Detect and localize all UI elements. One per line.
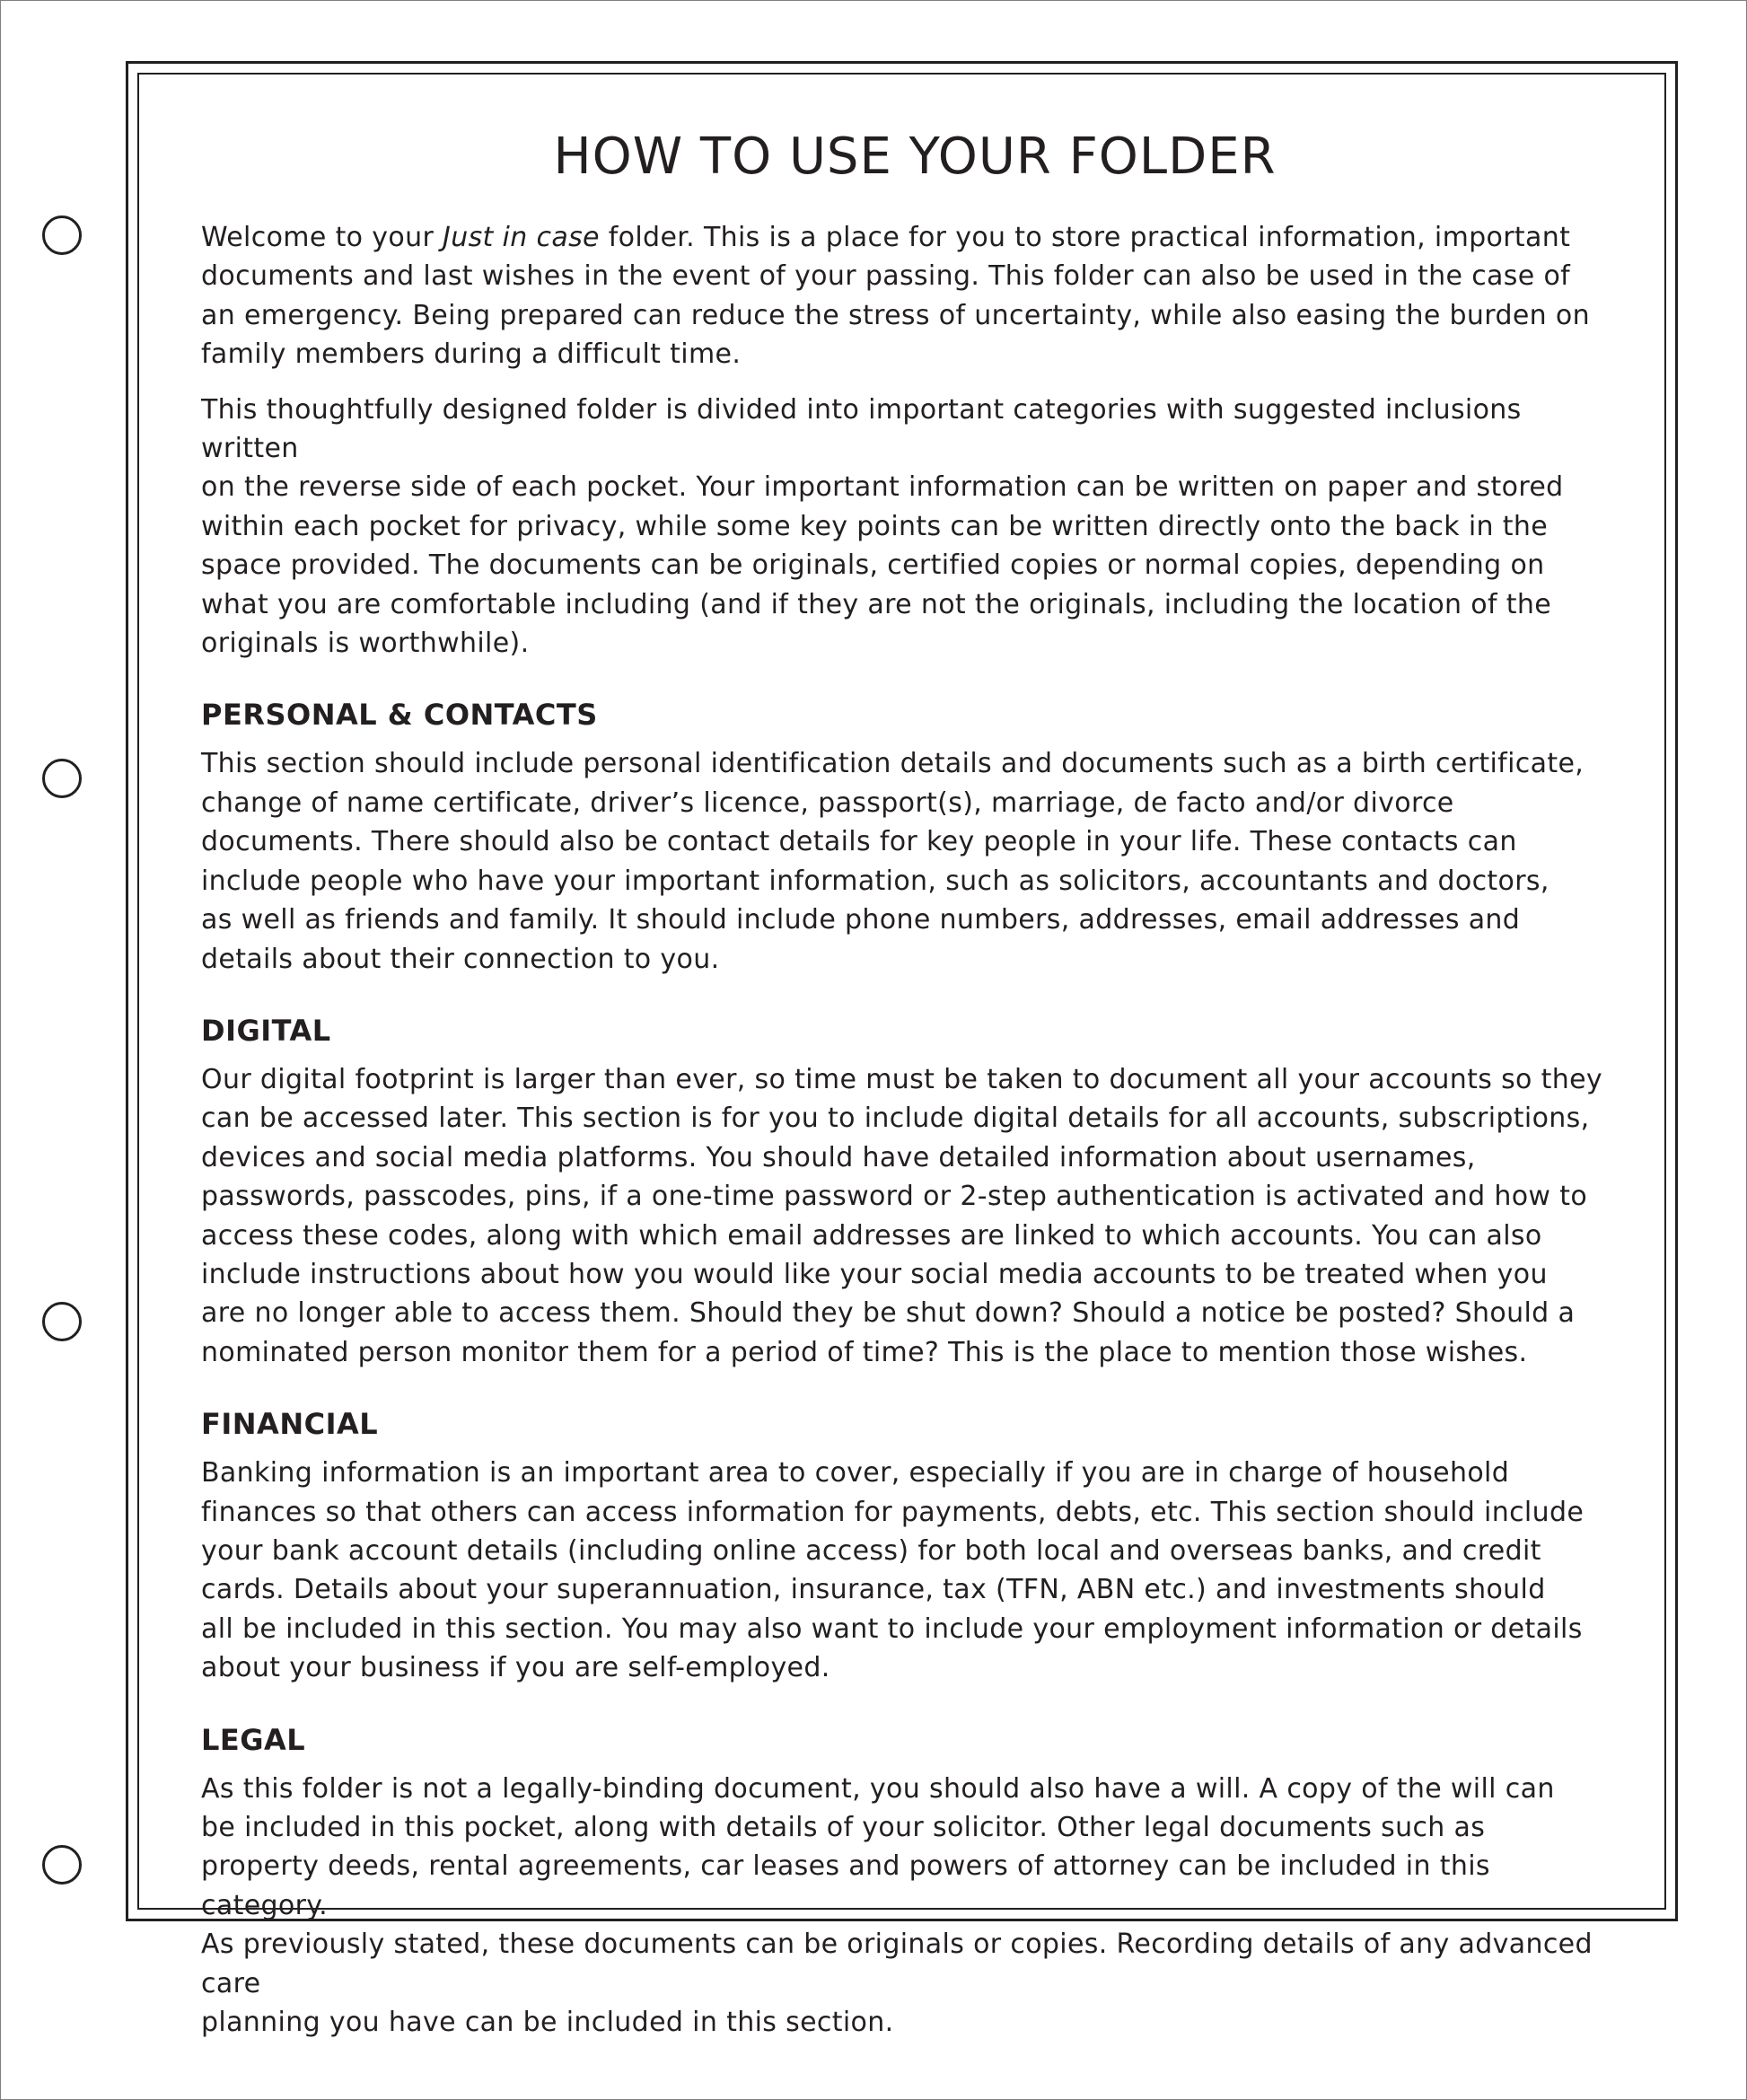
section-text-financial: Banking information is an important area to cover, especially if you are in charge of household finances so that others can access information for payments, debts, etc. This section should include your bank account details (including online access) for both local and overseas banks, and credit cards. Details about your superannuation, insurance, tax (TFN, ABN etc.) and investments should all be included in this section. You may also want to include your employment information or details about your business if you are self-employed. (201, 1457, 1585, 1684)
binder-hole-icon (42, 759, 82, 798)
document-content (201, 121, 1620, 2042)
section-heading-financial: FINANCIAL (201, 1407, 379, 1442)
intro-text-rest: folder. This is a place for you to store practical information, important documents and last wishes in the event of your passing. This folder can also be used in the case of an emergency. Being prepared can reduce the stress of uncertainty, while also easing the burden on family members during a difficult time. (201, 222, 1590, 371)
intro-paragraph-1 (201, 218, 1620, 374)
section-text-legal: As this folder is not a legally-binding document, you should also have a will. A copy of the will can be included in this pocket, along with details of your solicitor. Other legal documents such as property deeds, rental agreements, car leases and powers of attorney can be included in this category. As previously stated, these documents can be originals or copies. Recording details of any advanced care planning you have can be included in this section. (201, 1772, 1593, 2039)
section-heading-personal: PERSONAL & CONTACTS (201, 698, 598, 733)
binder-hole-icon (42, 1845, 82, 1885)
section-text-personal: This section should include personal identification details and documents such as a birth certificate, change of name certificate, driver’s licence, passport(s), marriage, de facto and/or divorce documents. There should also be contact details for key people in your life. These contacts can include people who have your important information, such as solicitors, accountants and doctors, as well as friends and family. It should include phone numbers, addresses, email addresses and details about their connection to you. (201, 748, 1585, 975)
binder-hole-icon (42, 1302, 82, 1341)
folder-name-italic: Just in case (443, 222, 600, 253)
section-heading-digital: DIGITAL (201, 1013, 331, 1048)
binder-hole-icon (42, 215, 82, 255)
section-text-digital: Our digital footprint is larger than ever, so time must be taken to document all your accounts so they can be accessed later. This section is for you to include digital details for all accounts, subscriptions, devices and social media platforms. You should have detailed information about usernames, passwords, passcodes, pins, if a one-time password or 2-step authentication is activated and how to access these codes, along with which email addresses are linked to which accounts. You can also include instructions about how you would like your social media accounts to be treated when you are no longer able to access them. Should they be shut down? Should a notice be posted? Should a nominated person monitor them for a period of time? This is the place to mention those wishes. (201, 1063, 1603, 1368)
intro-text-start: Welcome to your (201, 222, 443, 253)
intro-paragraph-2: This thoughtfully designed folder is divided into important categories with suggested inclusions written on the reverse side of each pocket. Your important information can be written on paper and stored within each pocket for privacy, while some key points can be written directly onto the back in the space provided. The documents can be originals, certified copies or normal copies, depending on what you are comfortable including (and if they are not the originals, including the location of the originals is worthwhile). (201, 393, 1564, 660)
page-title: HOW TO USE YOUR FOLDER (553, 127, 1277, 186)
section-heading-legal: LEGAL (201, 1722, 306, 1757)
